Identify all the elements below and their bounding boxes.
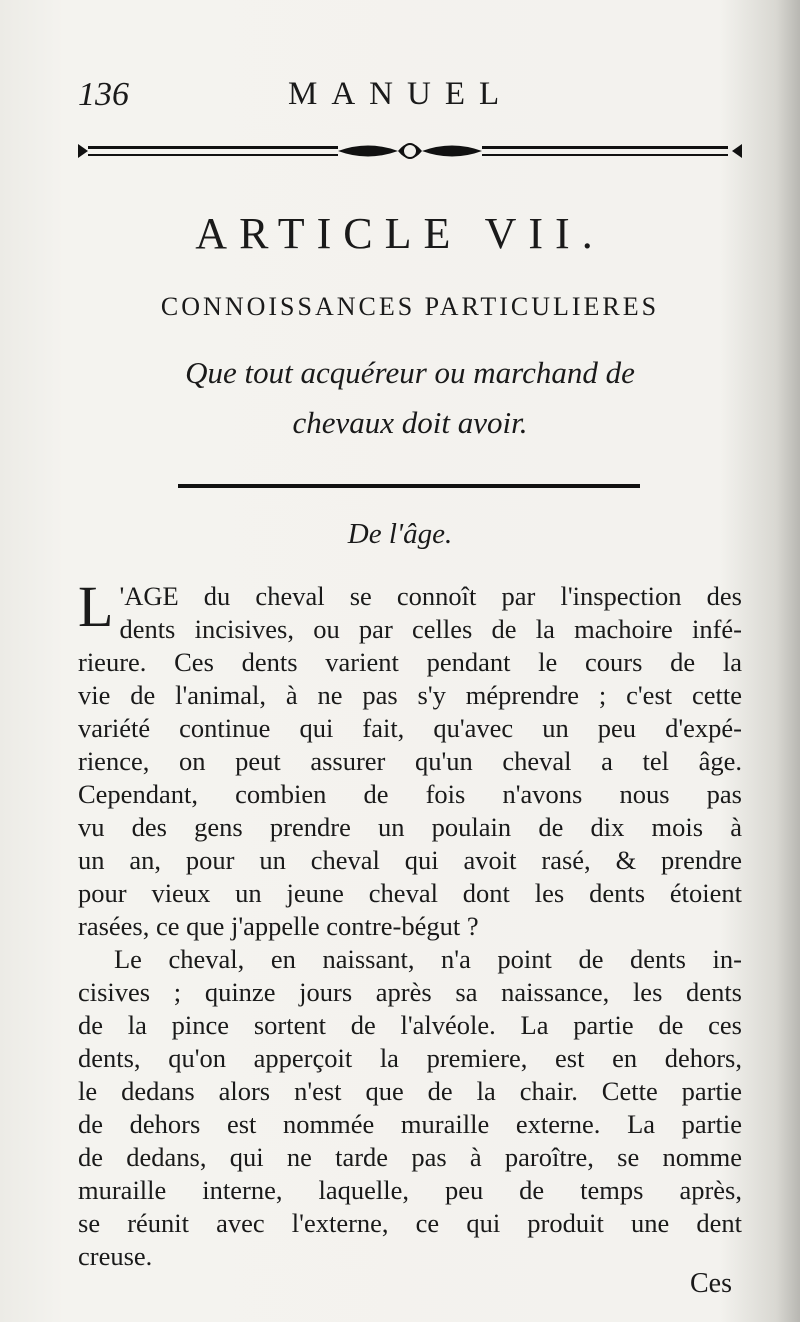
- article-title: ARTICLE VII.: [195, 209, 605, 258]
- subtitle-italic-line: Que tout acquéreur ou marchand de: [185, 355, 635, 390]
- article-subtitle-italic: [100, 348, 720, 448]
- text-line: de dehors est nommée muraille externe. La partie: [78, 1109, 742, 1139]
- text-line: vu des gens prendre un poulain de dix mois à: [78, 812, 742, 842]
- text-line: dents, qu'on apperçoit la premiere, est en dehors,: [78, 1043, 742, 1073]
- text-line: cisives ; quinze jours après sa naissance, les dents: [78, 977, 742, 1007]
- drop-cap: L: [78, 574, 114, 639]
- body-text: [78, 574, 742, 1273]
- text-line: 'AGE du cheval se connoît par l'inspection des: [119, 581, 742, 611]
- text-line: rieure. Ces dents varient pendant le cours de la: [78, 647, 742, 677]
- article-subtitle: CONNOISSANCES PARTICULIERES: [160, 292, 660, 321]
- text-line: creuse.: [78, 1241, 153, 1271]
- running-head: MANUEL: [288, 76, 514, 112]
- text-line: vie de l'animal, à ne pas s'y méprendre ; c'est cette: [78, 680, 742, 710]
- section-divider: [178, 484, 640, 488]
- text-line: Cependant, combien de fois n'avons nous pas: [78, 779, 742, 809]
- page-header: [78, 68, 738, 118]
- text-line: le dedans alors n'est que de la chair. Cette partie: [78, 1076, 742, 1106]
- catchword: Ces: [690, 1268, 732, 1299]
- text-line: dents incisives, ou par celles de la machoire infé-: [119, 614, 742, 644]
- text-line: variété continue qui fait, qu'avec un peu d'expé-: [78, 713, 742, 743]
- text-line: pour vieux un jeune cheval dont les dents étoient: [78, 878, 742, 908]
- page-number: 136: [78, 76, 129, 113]
- text-line: se réunit avec l'externe, ce qui produit une dent: [78, 1208, 742, 1238]
- text-line: rience, on peut assurer qu'un cheval a tel âge.: [78, 746, 742, 776]
- text-line: muraille interne, laquelle, peu de temps après,: [78, 1175, 742, 1205]
- text-line: de la pince sortent de l'alvéole. La partie de ces: [78, 1010, 742, 1040]
- text-line: Le cheval, en naissant, n'a point de dents in-: [114, 944, 742, 974]
- subtitle-italic-line: chevaux doit avoir.: [292, 405, 528, 440]
- text-line: de dedans, qui ne tarde pas à paroître, se nomme: [78, 1142, 742, 1172]
- section-title: De l'âge.: [347, 518, 453, 550]
- ornamental-rule: [78, 132, 742, 172]
- text-line: un an, pour un cheval qui avoit rasé, & prendre: [78, 845, 742, 875]
- text-line: rasées, ce que j'appelle contre-bégut ?: [78, 911, 479, 941]
